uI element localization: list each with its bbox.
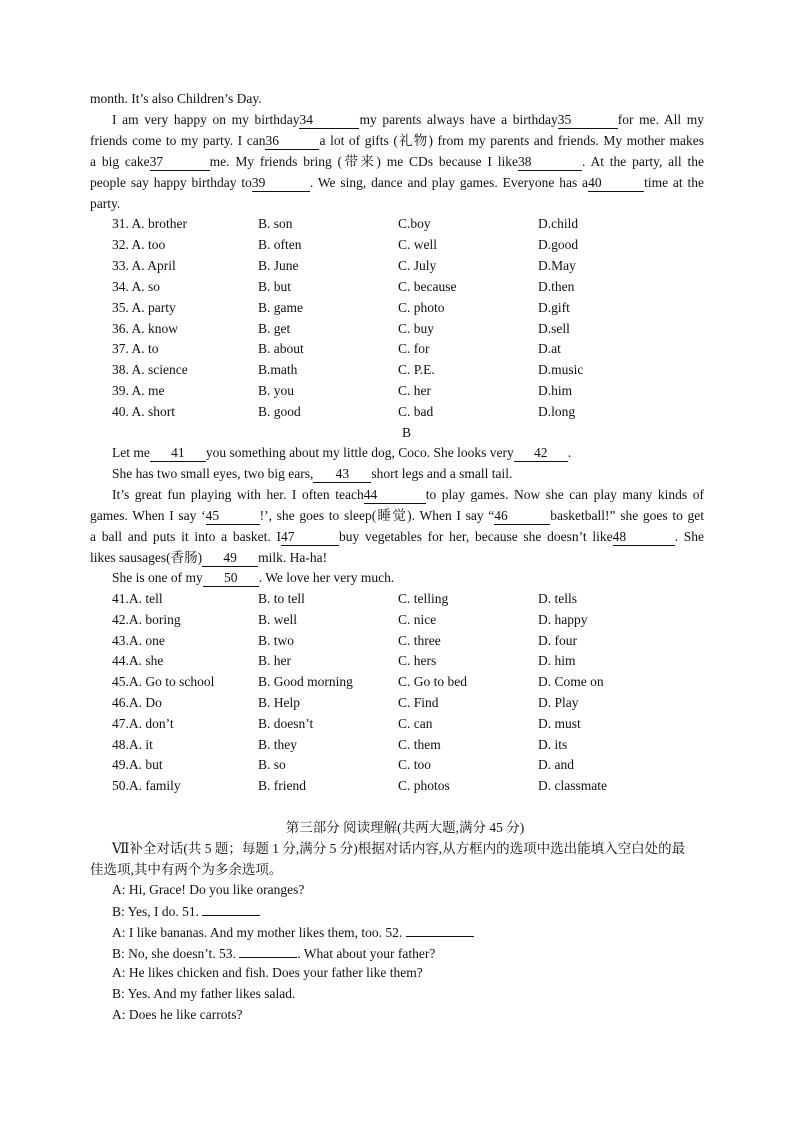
option-d: D.gift — [538, 300, 570, 315]
option-a: 35. A. party — [112, 300, 176, 315]
option-b: B. you — [258, 383, 295, 398]
passage-b-line: a ball and puts it into a basket. I47 buy vegetables for her, because she doesn’t like48 . She — [90, 529, 705, 544]
option-a: 44.A. she — [112, 653, 164, 668]
option-a: 43.A. one — [112, 633, 165, 648]
option-a: 47.A. don’t — [112, 716, 174, 731]
option-d: D. him — [538, 653, 576, 668]
option-a: 38. A. science — [112, 362, 188, 377]
passage-b-line: Let me 41 you something about my little dog, Coco. She looks very 42 . — [112, 445, 572, 460]
blank-41: 41 — [150, 445, 206, 462]
option-b: B. game — [258, 300, 303, 315]
option-c: C. Find — [398, 695, 439, 710]
option-c: C. nice — [398, 612, 437, 627]
option-a: 46.A. Do — [112, 695, 162, 710]
blank-38: 38 — [518, 154, 582, 171]
option-c: C. July — [398, 258, 437, 273]
option-c: C. photo — [398, 300, 445, 315]
option-b: B. doesn’t — [258, 716, 314, 731]
blank-36: 36 — [265, 133, 319, 150]
option-b: B. two — [258, 633, 295, 648]
passage-a-line: a big cake37 me. My friends bring (带来) me CDs because I like38 . At the party, all the — [90, 154, 704, 169]
option-b: B. but — [258, 279, 292, 294]
option-d: D.at — [538, 341, 561, 356]
option-c: C.boy — [398, 216, 431, 231]
option-a: 31. A. brother — [112, 216, 187, 231]
passage-a-line: party. — [90, 196, 121, 211]
part3-title: 第三部分 阅读理解(共两大题,满分 45 分) — [285, 820, 525, 835]
dialogue-line: B: Yes, I do. 51. — [112, 901, 704, 922]
option-a: 42.A. boring — [112, 612, 181, 627]
answer-blank-53[interactable] — [239, 943, 297, 958]
passage-a-line: month. It’s also Children’s Day. — [90, 91, 262, 106]
blank-49: 49 — [202, 550, 258, 567]
blank-47: 47 — [281, 529, 339, 546]
option-b: B. her — [258, 653, 291, 668]
option-a: 36. A. know — [112, 321, 179, 336]
passage-a-line: people say happy birthday to39 . We sing, dance and play games. Everyone has a40 time at the — [90, 175, 705, 190]
blank-44: 44 — [364, 487, 426, 504]
blank-46: 46 — [494, 508, 550, 525]
blank-37: 37 — [150, 154, 210, 171]
answer-blank-52[interactable] — [406, 922, 474, 937]
option-b: B. son — [258, 216, 293, 231]
option-d: D.music — [538, 362, 584, 377]
option-d: D. must — [538, 716, 581, 731]
option-c: C. her — [398, 383, 431, 398]
option-c: C. buy — [398, 321, 435, 336]
option-c: C. Go to bed — [398, 674, 467, 689]
option-a: 37. A. to — [112, 341, 159, 356]
option-b: B. they — [258, 737, 297, 752]
blank-34: 34 — [299, 112, 359, 129]
option-d: D. Play — [538, 695, 579, 710]
option-c: C. can — [398, 716, 433, 731]
option-d: D.him — [538, 383, 573, 398]
section7-instructions: Ⅶ补全对话(共 5 题；每题 1 分,满分 5 分)根据对话内容,从方框内的选项中选出能填入空白处的最 — [112, 841, 686, 856]
option-d: D. four — [538, 633, 577, 648]
blank-43: 43 — [313, 466, 371, 483]
dialogue-line: B: No, she doesn’t. 53. . What about your father? — [112, 943, 704, 964]
option-c: C. photos — [398, 778, 450, 793]
blank-48: 48 — [613, 529, 675, 546]
option-b: B. often — [258, 237, 302, 252]
option-d: D.good — [538, 237, 579, 252]
option-d: D. tells — [538, 591, 577, 606]
option-c: C. P.E. — [398, 362, 435, 377]
dialogue-line: A: Hi, Grace! Do you like oranges? — [112, 882, 305, 897]
option-b: B. June — [258, 258, 299, 273]
option-d: D. happy — [538, 612, 588, 627]
passage-b-line: She is one of my 50 . We love her very much. — [112, 570, 395, 585]
option-b: B. Good morning — [258, 674, 353, 689]
option-b: B. to tell — [258, 591, 305, 606]
dialogue-line: A: Does he like carrots? — [112, 1007, 243, 1022]
option-c: C. too — [398, 757, 432, 772]
option-b: B. good — [258, 404, 301, 419]
option-b: B. so — [258, 757, 286, 772]
option-a: 45.A. Go to school — [112, 674, 215, 689]
option-c: C. hers — [398, 653, 437, 668]
option-d: D.long — [538, 404, 576, 419]
option-d: D.then — [538, 279, 575, 294]
blank-39: 39 — [252, 175, 310, 192]
dialogue-line: A: He likes chicken and fish. Does your father like them? — [112, 965, 423, 980]
option-d: D. its — [538, 737, 568, 752]
dialogue-line: B: Yes. And my father likes salad. — [112, 986, 296, 1001]
answer-blank-51[interactable] — [202, 901, 260, 916]
option-b: B. friend — [258, 778, 306, 793]
option-a: 41.A. tell — [112, 591, 163, 606]
blank-42: 42 — [514, 445, 568, 462]
option-d: D.May — [538, 258, 576, 273]
option-d: D. Come on — [538, 674, 604, 689]
blank-45: 45 — [206, 508, 260, 525]
option-d: D. classmate — [538, 778, 607, 793]
option-c: C. telling — [398, 591, 449, 606]
option-c: C. well — [398, 237, 437, 252]
option-c: C. three — [398, 633, 441, 648]
option-a: 33. A. April — [112, 258, 176, 273]
option-a: 40. A. short — [112, 404, 176, 419]
passage-a-line: I am very happy on my birthday34 my parents always have a birthday35 for me. All my — [112, 112, 704, 127]
blank-35: 35 — [558, 112, 618, 129]
option-b: B. Help — [258, 695, 300, 710]
option-a: 39. A. me — [112, 383, 165, 398]
passage-b-line: She has two small eyes, two big ears, 43 short legs and a small tail. — [112, 466, 513, 481]
option-a: 32. A. too — [112, 237, 166, 252]
dialogue-line: A: I like bananas. And my mother likes them, too. 52. — [112, 922, 704, 943]
option-b: B. about — [258, 341, 304, 356]
blank-40: 40 — [588, 175, 644, 192]
option-c: C. because — [398, 279, 457, 294]
section7-instructions: 佳选项,其中有两个为多余选项。 — [90, 862, 283, 877]
option-a: 49.A. but — [112, 757, 163, 772]
passage-a-line: friends come to my party. I can36 a lot of gifts (礼物) from my parents and friends. My mother makes — [90, 133, 704, 148]
option-a: 48.A. it — [112, 737, 153, 752]
option-a: 34. A. so — [112, 279, 161, 294]
section-b-label: B — [402, 425, 412, 440]
option-b: B.math — [258, 362, 298, 377]
option-a: 50.A. family — [112, 778, 181, 793]
option-d: D. and — [538, 757, 574, 772]
blank-50: 50 — [203, 570, 259, 587]
option-b: B. get — [258, 321, 291, 336]
passage-b-line: likes sausages(香肠) 49 milk. Ha-ha! — [90, 550, 328, 565]
option-c: C. for — [398, 341, 430, 356]
option-d: D.sell — [538, 321, 570, 336]
passage-b-line: games. When I say ‘45 !’, she goes to sleep(睡觉). When I say “46 basketball!” she goes to get — [90, 508, 704, 523]
option-b: B. well — [258, 612, 297, 627]
option-d: D.child — [538, 216, 579, 231]
passage-b-line: It’s great fun playing with her. I often teach44 to play games. Now she can play many kinds of — [112, 487, 704, 502]
option-c: C. them — [398, 737, 441, 752]
option-c: C. bad — [398, 404, 434, 419]
